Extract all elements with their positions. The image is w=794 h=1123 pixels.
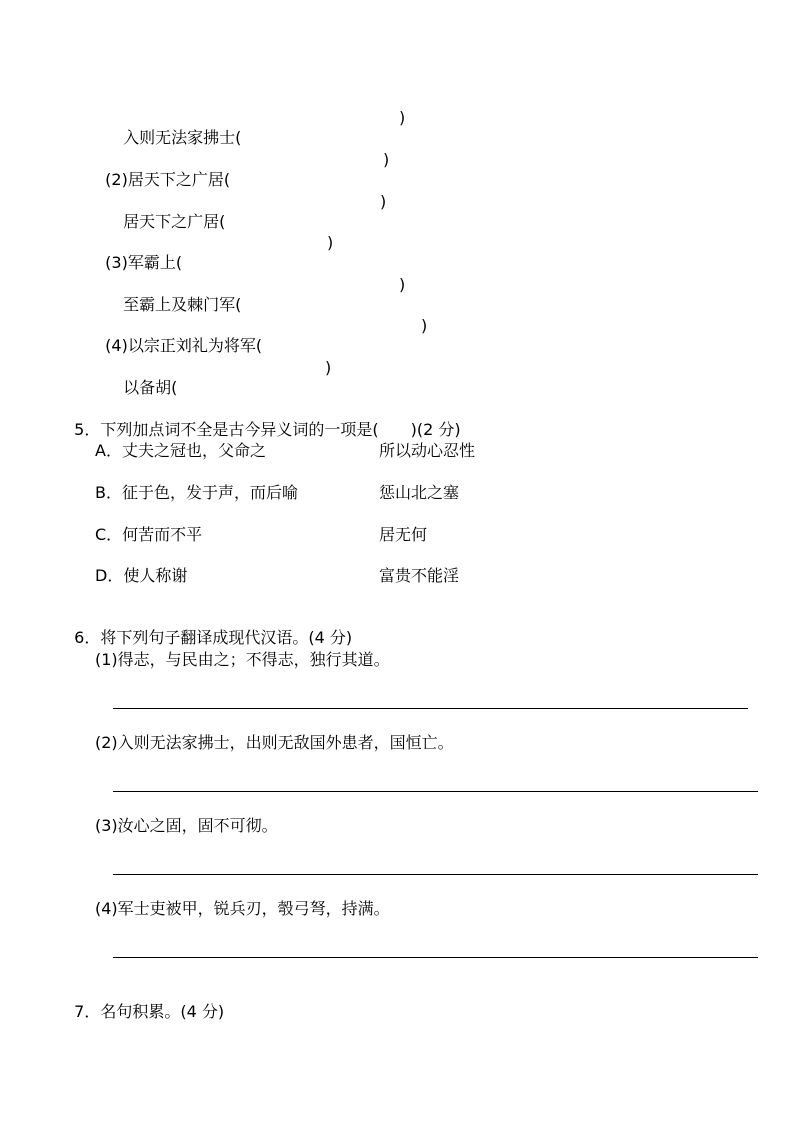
q6-item-1: (1)得志，与民由之；不得志，独行其道。 — [95, 650, 390, 669]
q4-item-4 — [95, 233, 182, 273]
q4-item-5-text: 至霸上及棘门军( — [123, 295, 242, 314]
q5-option-c-right: 居无何 — [379, 525, 428, 544]
q4-item-6 — [95, 316, 262, 356]
q7-stem — [64, 982, 224, 1022]
q5-option-a-left: A．丈夫之冠也，父命之 — [95, 441, 266, 460]
q4-item-2 — [95, 150, 230, 190]
q4-item-3-close: ) — [380, 192, 387, 211]
q4-item-4-text: (3)军霸上( — [105, 253, 183, 272]
q5-stem-text: 下列加点词不全是古今异义词的一项是( )(2 分) — [100, 420, 461, 439]
q4-item-5-close: ) — [399, 275, 406, 294]
q6-number: 6． — [74, 628, 101, 647]
q4-item-1 — [113, 108, 241, 148]
q4-item-6-close: ) — [421, 316, 428, 335]
q6-answer-line-3[interactable] — [113, 874, 758, 875]
q4-item-3-text: 居天下之广居( — [123, 212, 226, 231]
q7-stem-text: 名句积累。(4 分) — [100, 1002, 225, 1021]
q4-item-4-close: ) — [327, 233, 334, 252]
q5-option-b-right: 惩山北之塞 — [379, 483, 460, 502]
q6-answer-line-2[interactable] — [113, 791, 758, 792]
q4-item-7 — [113, 358, 177, 398]
q6-item-2: (2)入则无法家拂士，出则无敌国外患者，国恒亡。 — [95, 733, 454, 752]
q6-answer-line-1[interactable] — [113, 708, 748, 709]
q6-item-3: (3)汝心之固，固不可彻。 — [95, 816, 278, 835]
q4-item-7-close: ) — [325, 358, 332, 377]
q4-item-6-text: (4)以宗正刘礼为将军( — [105, 336, 263, 355]
q4-item-2-close: ) — [383, 150, 390, 169]
q4-item-3 — [113, 192, 225, 232]
q6-stem-text: 将下列句子翻译成现代汉语。(4 分) — [100, 628, 353, 647]
q5-number: 5． — [74, 420, 101, 439]
q5-stem — [64, 400, 461, 440]
q4-item-5 — [113, 275, 241, 315]
q5-option-d-right: 富贵不能淫 — [379, 566, 460, 585]
q5-option-c-left: C．何苦而不平 — [95, 525, 203, 544]
q4-item-7-text: 以备胡( — [123, 378, 178, 397]
q5-option-b-left: B．征于色，发于声，而后喻 — [95, 483, 298, 502]
q4-item-1-text: 入则无法家拂士( — [123, 128, 242, 147]
q4-item-2-text: (2)居天下之广居( — [105, 170, 231, 189]
q4-item-1-close: ) — [399, 108, 406, 127]
q7-number: 7． — [74, 1002, 101, 1021]
q6-stem — [64, 608, 352, 648]
q5-option-d-left: D．使人称谢 — [95, 566, 188, 585]
q5-option-a-right: 所以动心忍性 — [379, 441, 476, 460]
q6-item-4: (4)军士吏被甲，锐兵刃，彀弓弩，持满。 — [95, 899, 390, 918]
q6-answer-line-4[interactable] — [113, 957, 758, 958]
